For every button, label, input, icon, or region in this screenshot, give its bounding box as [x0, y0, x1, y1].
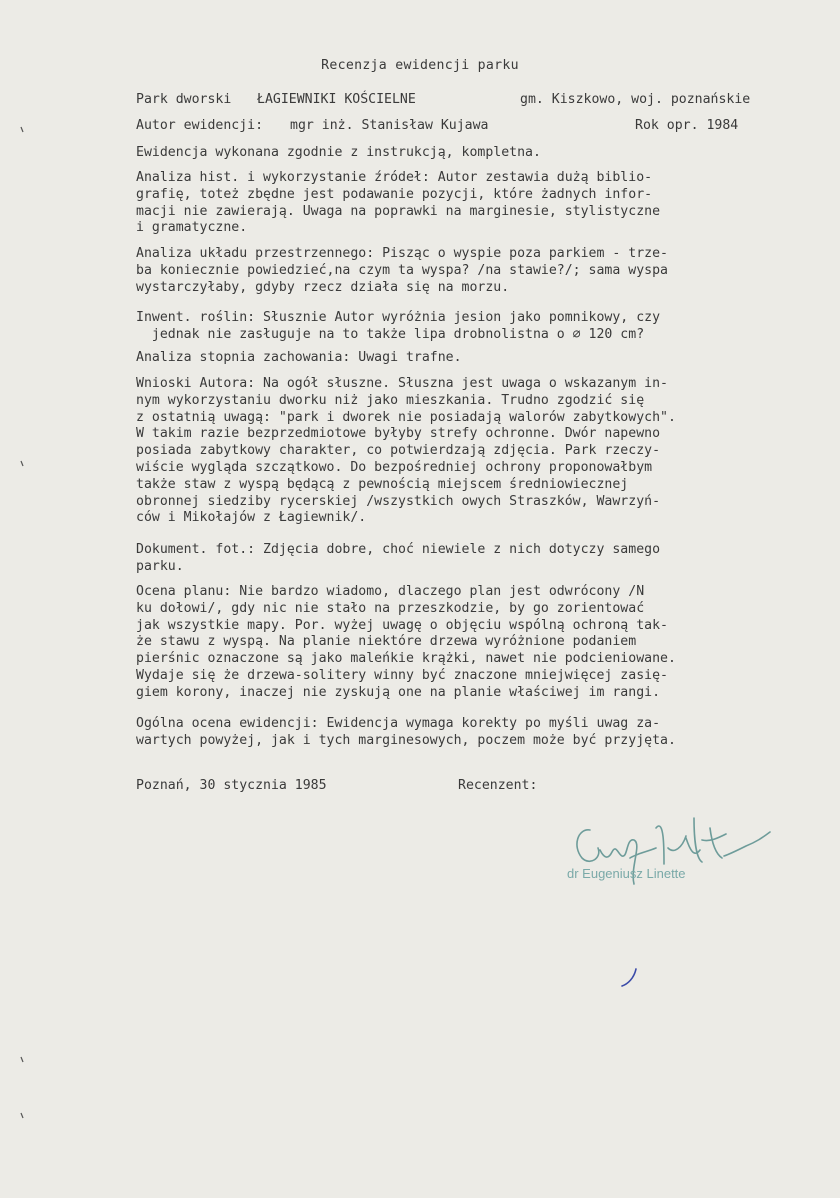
- text-line: Analiza stopnia zachowania: Uwagi trafne.: [136, 350, 462, 365]
- text-line: wartych powyżej, jak i tych marginesowych, poczem może być przyjęta.: [136, 732, 676, 748]
- margin-tick: [20, 122, 25, 129]
- place-date: Poznań, 30 stycznia 1985: [136, 778, 327, 793]
- text-line: że stawu z wyspą. Na planie niektóre drzewa wyróżnione podaniem: [136, 634, 637, 650]
- text-line: giem korony, inaczej nie zyskują one na planie właściwej im rangi.: [136, 684, 661, 700]
- document-title: Recenzja ewidencji parku: [321, 58, 519, 73]
- text-line: posiada zabytkowy charakter, co potwierdzają zdjęcia. Park rzeczy-: [136, 443, 661, 459]
- signature-stamp: dr Eugeniusz Linette: [567, 866, 686, 881]
- review-paragraph: [136, 716, 826, 750]
- margin-tick: [20, 1052, 25, 1059]
- year-label: Rok opr. 1984: [635, 118, 739, 133]
- text-line: W takim razie bezprzedmiotowe byłyby strefy ochronne. Dwór napewno: [136, 426, 661, 442]
- review-paragraph: [136, 542, 826, 576]
- handwritten-signature: [560, 788, 780, 898]
- park-name: ŁAGIEWNIKI KOŚCIELNE: [257, 92, 416, 107]
- text-line: Wydaje się że drzewa-solitery winny być znaczone mniejwięcej zasię-: [136, 667, 668, 683]
- park-location: gm. Kiszkowo, woj. poznańskie: [520, 92, 751, 107]
- text-line: jak wszystkie mapy. Por. wyżej uwagę o objęciu wspólną ochroną tak-: [136, 617, 668, 633]
- text-line: Analiza hist. i wykorzystanie źródeł: Autor zestawia dużą biblio-: [136, 170, 653, 185]
- reviewer-label: Recenzent:: [458, 778, 538, 793]
- text-line: pierśnic oznaczone są jako maleńkie krążki, nawet nie podcieniowane.: [136, 651, 676, 667]
- text-line: Ocena planu: Nie bardzo wiadomo, dlaczego plan jest odwrócony /N: [136, 584, 645, 599]
- review-paragraph: [136, 350, 826, 367]
- park-label: Park dworski: [136, 92, 232, 107]
- author-name: mgr inż. Stanisław Kujawa: [290, 118, 489, 133]
- review-paragraph: [136, 584, 826, 702]
- text-line: parku.: [136, 558, 184, 574]
- text-line: nym wykorzystaniu dworku niż jako mieszkania. Trudno zgodzić się: [136, 392, 645, 408]
- completeness-note: Ewidencja wykonana zgodnie z instrukcją, kompletna.: [136, 145, 541, 160]
- author-label: Autor ewidencji:: [136, 118, 264, 133]
- text-line: wystarczyłaby, gdyby rzecz działa się na morzu.: [136, 279, 510, 295]
- text-line: ba koniecznie powiedzieć,na czym ta wyspa? /na stawie?/; sama wyspa: [136, 262, 668, 278]
- review-paragraph: [136, 170, 826, 237]
- text-line: jednak nie zasługuje na to także lipa drobnolistna o ∅ 120 cm?: [136, 326, 645, 342]
- text-line: Ogólna ocena ewidencji: Ewidencja wymaga korekty po myśli uwag za-: [136, 716, 661, 731]
- text-line: wiście wygląda szczątkowo. Do bezpośredniej ochrony proponowałbym: [136, 459, 653, 475]
- text-line: ców i Mikołajów z Łagiewnik/.: [136, 510, 367, 526]
- text-line: grafię, toteż zbędne jest podawanie pozycji, które żadnych infor-: [136, 186, 653, 202]
- text-line: także staw z wyspą będącą z pewnością miejscem średniowiecznej: [136, 476, 629, 492]
- text-line: macji nie zawierają. Uwaga na poprawki na marginesie, stylistyczne: [136, 203, 661, 219]
- margin-tick: [20, 456, 25, 463]
- text-line: Inwent. roślin: Słusznie Autor wyróżnia jesion jako pomnikowy, czy: [136, 310, 661, 325]
- text-line: Dokument. fot.: Zdjęcia dobre, choć niewiele z nich dotyczy samego: [136, 542, 661, 557]
- review-paragraph: [136, 376, 826, 527]
- text-line: ku dołowi/, gdy nic nie stało na przeszkodzie, by go zorientować: [136, 600, 645, 616]
- text-line: z ostatnią uwagą: "park i dworek nie posiadają walorów zabytkowych".: [136, 409, 676, 425]
- pen-mark: [620, 966, 640, 990]
- text-line: obronnej siedziby rycerskiej /wszystkich owych Straszków, Wawrzyń-: [136, 493, 661, 509]
- review-paragraph: [136, 246, 826, 296]
- text-line: Wnioski Autora: Na ogół słuszne. Słuszna jest uwaga o wskazanym in-: [136, 376, 668, 391]
- review-paragraph: [136, 310, 826, 344]
- margin-tick: [20, 1108, 25, 1115]
- text-line: Analiza układu przestrzennego: Pisząc o wyspie poza parkiem - trze-: [136, 246, 668, 261]
- text-line: i gramatyczne.: [136, 220, 248, 236]
